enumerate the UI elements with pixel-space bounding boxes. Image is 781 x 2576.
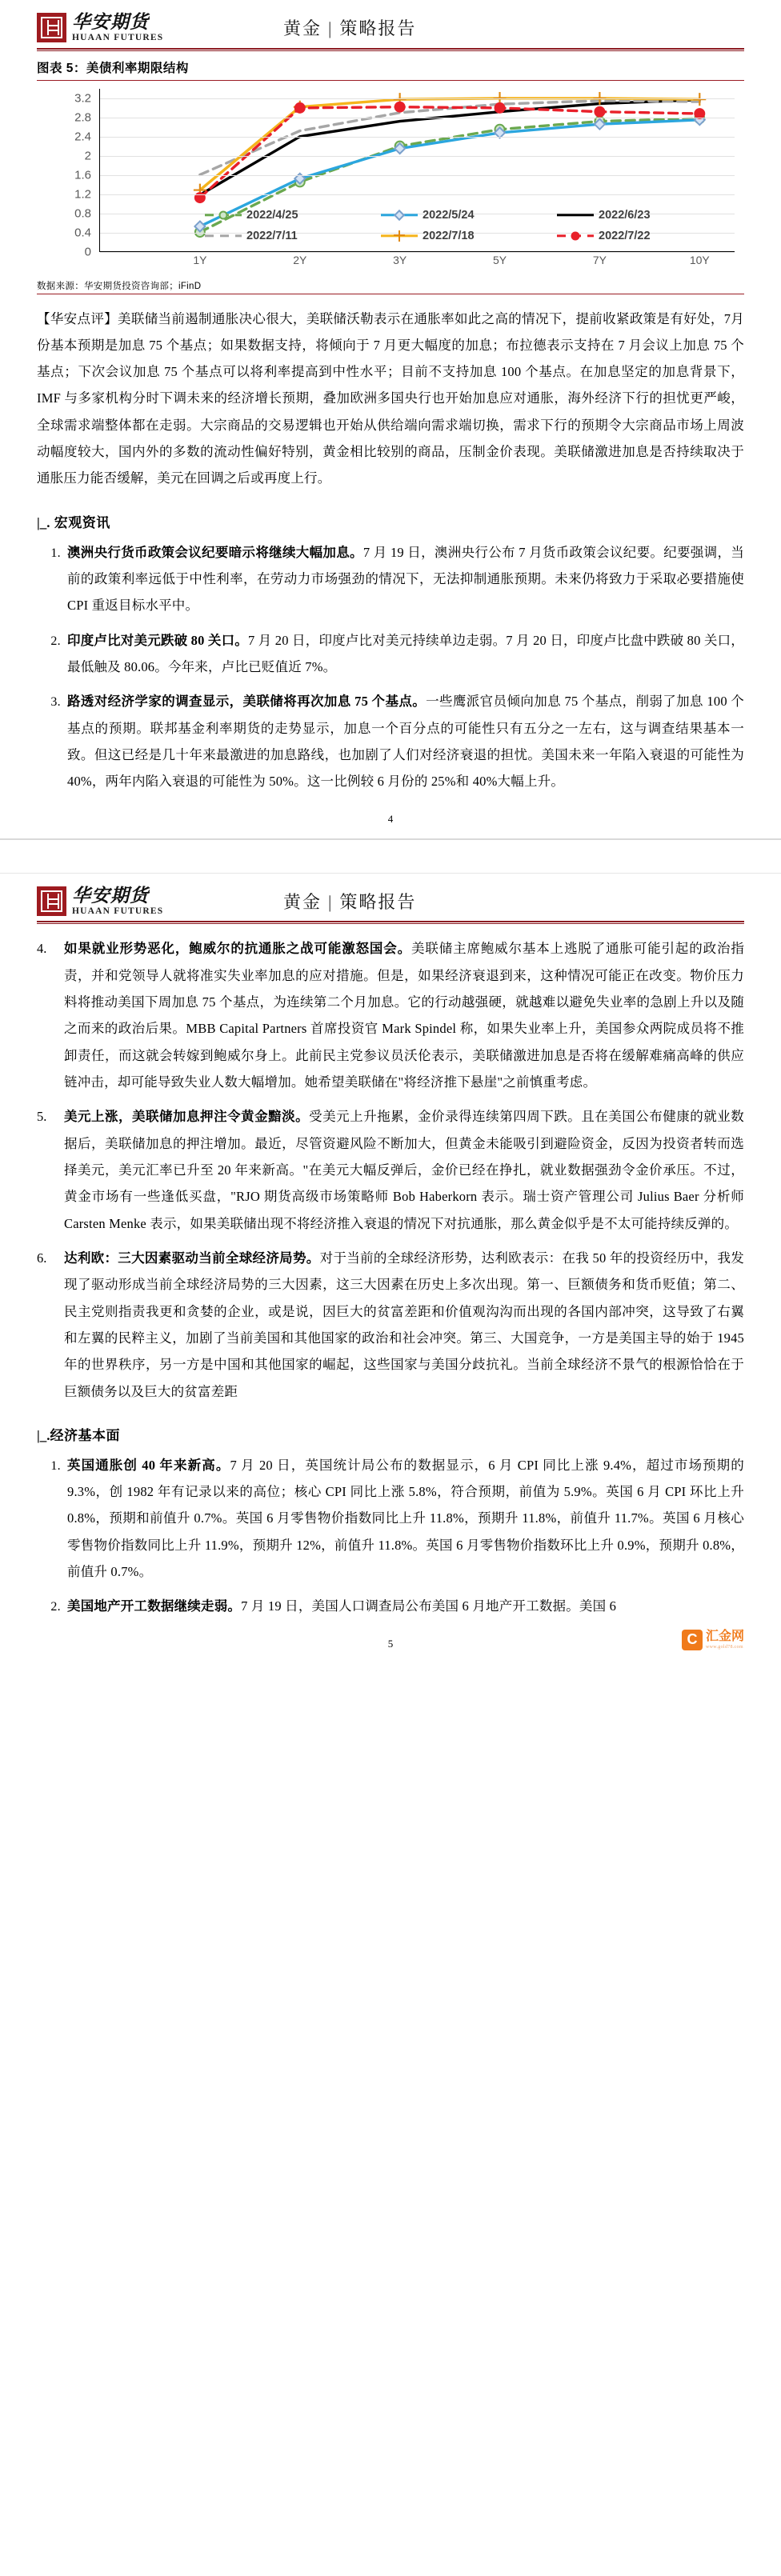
commentary-paragraph: 【华安点评】美联储当前遏制通胀决心很大，美联储沃勒表示在通胀率如此之高的情况下，提前收紧政策是有好处，7月份基本预期是加息 75 个基点；如果数据支持，将倾向于 7 月更大幅度的加息；布拉德表示支持在 7 月会议上加息 75 个基点；下次会议加息 75 个基点可以将利率提高到中性水平；目前不支持加息 100 个基点。在加息坚定的加息背景下，IMF 与多家机构分时下调未来的经济增长预期，叠加欧洲多国央行也开始加息应对通胀，海外经济下行的担忧更严峻，全球需求端整体都在走弱。大宗商品的交易逻辑也开始从供给端向需求端切换，需求下行的预期令大宗商品市场上周波动幅度较大，国内外的多数的流动性偏好特别，黄金相比较别的商品，压制金价表现。美联储激进加息是否持续取决于通胀压力能否缓解，美元在回调之后或再度上行。 [37, 310, 744, 486]
chart-data-point [693, 93, 706, 106]
section-numeral: |_. [37, 1427, 50, 1443]
header-separator: | [328, 18, 334, 39]
chart-y-tick-label: 1.6 [74, 168, 91, 182]
header-title-left: 黄金 [283, 18, 322, 39]
section-heading-macro [37, 511, 744, 531]
chart-y-tick-label: 0.8 [74, 206, 91, 220]
chart-gridline [100, 137, 735, 138]
brand-name-cn: 华安期货 [72, 12, 149, 32]
list-item [64, 688, 744, 794]
list-item [64, 1593, 744, 1619]
chart-x-tick-label: 2Y [293, 253, 307, 266]
chart-gridline [100, 175, 735, 176]
brand-logo [37, 886, 277, 917]
chart-gridline [100, 252, 735, 253]
section-heading-label: 宏观资讯 [54, 514, 110, 530]
list-item-body: 一些鹰派官员倾向加息 75 个基点，削弱了加息 100 个基点的预期。联邦基金利率期货的走势显示，加息一个百分点的可能性只有五分之一左右，这与调查结果基本一致。但这已经是几十年来最激进的加息路线，也加剧了人们对经济衰退的担忧。美国未来一年陷入衰退的可能性为 40%，两年内陷入衰退的可能性为 50%。这一比例较 6 月份的 25%和 40%大幅上升。 [67, 694, 744, 790]
legend-item [205, 230, 381, 242]
legend-marker-icon [219, 210, 228, 219]
list-item [64, 627, 744, 681]
chart-y-tick-label: 2.4 [74, 130, 91, 143]
legend-item [205, 209, 381, 222]
brand-name-cn: 华安期货 [72, 885, 149, 906]
page-number: 4 [387, 812, 394, 825]
legend-key-icon [205, 210, 242, 221]
header-title-right: 策略报告 [339, 18, 417, 39]
page-title [283, 889, 416, 914]
list-item-body: 7 月 20 日，英国统计局公布的数据显示，6 月 CPI 同比上涨 9.4%，超过市场预期的 9.3%，创 1982 年有记录以来的高位；核心 CPI 同比上涨 5.8%，符合预期，前值为 5.9%。英国 6 月 CPI 环比上升 0.8%，预期和前值升 0.7%。英国 6 月零售物价指数同比上升 11.8%，预期升 11.8%，前值升 11.7%。英国 6 月核心零售物价指数同比上升 11.9%，预期升 12%，前值升 11.8%。英国 6 月零售物价指数环比上升 0.9%，预期升 0.8%，前值升 0.7%。 [67, 1457, 744, 1580]
chart-y-tick-label: 0.4 [74, 226, 91, 239]
chart-y-tick-label: 2.8 [74, 110, 91, 124]
chart-series-line [200, 99, 699, 194]
list-item-lead: 英国通胀创 40 年来新高。 [67, 1457, 230, 1473]
figure-source: 数据来源：华安期货投资咨询部；iFinD [37, 281, 202, 291]
chart-gridline [100, 156, 735, 157]
brand-name-en: HUAAN FUTURES [72, 906, 164, 916]
list-item [37, 1103, 744, 1237]
legend-label: 2022/7/18 [423, 229, 475, 242]
legend-key-icon [381, 230, 418, 242]
economic-fundamentals-list [37, 1452, 744, 1620]
legend-item [557, 209, 733, 222]
page-title [283, 15, 416, 40]
list-item [37, 1245, 744, 1405]
list-item-lead: 印度卢比对美元跌破 80 关口。 [67, 632, 248, 648]
figure-title: 图表 5：美债利率期限结构 [37, 61, 189, 75]
list-item-text [64, 1103, 744, 1237]
chart-data-point [595, 106, 604, 116]
chart-y-tick-label: 2 [84, 149, 91, 162]
section-heading-econ [37, 1424, 744, 1444]
chart-x-tick-label: 5Y [492, 253, 507, 266]
chart-x-tick-label: 3Y [393, 253, 407, 266]
list-item [64, 1452, 744, 1586]
legend-item [381, 230, 557, 242]
section-heading-label: 经济基本面 [50, 1427, 120, 1443]
list-item-number: 6. [37, 1250, 47, 1266]
huaan-seal-icon [37, 13, 66, 42]
legend-label: 2022/6/23 [599, 208, 651, 222]
chart-y-tick-label: 0 [84, 245, 91, 258]
list-item-number: 4. [37, 941, 47, 957]
list-item-number: 5. [37, 1109, 47, 1125]
brand-logo [37, 13, 277, 43]
chart-y-tick-label: 3.2 [74, 91, 91, 105]
chart-data-point [495, 102, 505, 112]
legend-key-icon [557, 230, 594, 242]
list-item-lead: 路透对经济学家的调查显示，美联储将再次加息 75 个基点。 [67, 694, 427, 710]
header-divider [37, 921, 744, 924]
document-page-5 [0, 874, 781, 1663]
chart-y-tick-label: 1.2 [74, 187, 91, 201]
chart-legend [205, 209, 733, 242]
list-item-body: 对于当前的全球经济形势，达利欧表示：在我 50 年的投资经历中，我发现了驱动形成当前全球经济局势的三大因素，这三大因素在历史上多次出现。第一、巨额债务和货币贬值；第二、民主党则指责我更和贪婪的企业，或是说，因巨大的贫富差距和价值观沟沟而出现的各国内部冲突，这导致了右翼和左翼的民粹主义，加剧了当前美国和其他国家的政治和社会冲突。第三、大国竞争，一方是美国主导的始于 1945 年的世界秩序，另一方是中国和其他国家的崛起，这些国家与美国分歧抗礼。当前全球经济不景气的根源恰恰在于巨额债务以及巨大的贫富差距 [64, 1250, 744, 1399]
header-separator: | [328, 892, 334, 912]
list-item-text [64, 1245, 744, 1405]
page-header [37, 0, 744, 46]
legend-marker-icon [571, 231, 580, 240]
legend-key-icon [381, 210, 418, 221]
legend-label: 2022/4/25 [246, 208, 298, 222]
brand-name-en: HUAAN FUTURES [72, 33, 164, 42]
page-break [0, 838, 781, 874]
list-item-body: 7 月 19 日，澳洲央行公布 7 月货币政策会议纪要。纪要强调，当前的政策利率远低于中性利率，在劳动力市场强劲的情况下，无法抑制通胀预期。未来仍将致力于采取必要措施使 CPI 重返目标水平中。 [67, 544, 744, 614]
chart-data-point [295, 102, 305, 112]
chart-gridline [100, 194, 735, 195]
list-item-lead: 美元上涨，美联储加息押注令黄金黯淡。 [64, 1109, 310, 1125]
huijin-watermark [682, 1630, 744, 1650]
list-item-body: 7 月 19 日，美国人口调查局公布美国 6 月地产开工数据。美国 6 [241, 1598, 617, 1614]
watermark-name: 汇金网 [705, 1629, 744, 1643]
list-item-body: 美联储主席鲍威尔基本上逃脱了通胀可能引起的政治指责，并和党领导人就将准实失业率加息的应对措施。但是，如果经济衰退到来，这种情况可能正在改变。物价压力料将推动美国下周加息 75 个基点，为连续第二个月加息。它的行动越强硬，就越难以避免失业率的急剧上升以及随之而来的政治后果。MBB Capital Partners 首席投资官 Mark Spindel 称，如果失业率上升，美国参众两院成员将不推卸责任，而这就会转嫁到鲍威尔身上。此前民主党参议员沃伦表示，美联储激进加息是否将在缓解难痛高峰的供应链冲击，却可能导致失业人数大幅增加。她希望美联储在"将经济推下悬崖"之前慎重考虑。 [64, 941, 744, 1090]
legend-key-icon [205, 230, 242, 242]
page-header [37, 874, 744, 920]
chart-x-tick-label: 7Y [592, 253, 607, 266]
list-item-text [64, 935, 744, 1095]
macro-news-list-continued [37, 935, 744, 1405]
chart-gridline [100, 98, 735, 99]
legend-marker-icon [394, 230, 405, 242]
huijin-logo-icon [682, 1630, 703, 1650]
header-title-right: 策略报告 [339, 892, 417, 912]
header-title-left: 黄金 [283, 892, 322, 912]
chart-x-tick-label: 10Y [689, 253, 710, 266]
list-item-body: 7 月 20 日，印度卢比对美元持续单边走弱。7 月 20 日，印度卢比盘中跌破 80 关口，最低触及 80.06。今年来，卢比已贬值近 7%。 [67, 632, 745, 675]
list-item-lead: 达利欧：三大因素驱动当前全球经济局势。 [64, 1250, 320, 1266]
legend-marker-icon [394, 209, 405, 220]
list-item-body: 受美元上升拖累，金价录得连续第四周下跌。且在美国公布健康的就业数据后，美联储加息的押注增加。最近，尽管资避风险不断加大，但黄金未能吸引到避险资金，反因为投资者转而选择美元，美元汇率已升至 20 年来新高。"在美元大幅反弹后，金价已经在挣扎，就业数据强劲令金价承压。不过，黄金市场有一些逢低买盘，"RJO 期货高级市场策略师 Bob Haberkorn 表示。瑞士资产管理公司 Julius Baer 分析师 Carsten Menke 表示，如果美联储出现不将经济推入衰退的情况下对抗通胀，那么黄金似乎是不太可能持续反弹的。 [64, 1109, 744, 1231]
section-numeral: |_. [37, 514, 50, 530]
legend-key-icon [557, 210, 594, 221]
list-item-lead: 如果就业形势恶化，鲍威尔的抗通胀之战可能激怒国会。 [64, 941, 412, 957]
yield-curve-chart [37, 84, 744, 276]
legend-label: 2022/5/24 [423, 208, 475, 222]
page-number: 5 [387, 1637, 394, 1650]
figure-container [37, 80, 744, 294]
list-item [37, 935, 744, 1095]
huaan-seal-icon [37, 886, 66, 916]
list-item-lead: 澳洲央行货币政策会议纪要暗示将继续大幅加息。 [67, 544, 363, 560]
list-item [64, 539, 744, 619]
watermark-url: www.gold78.com [705, 1644, 743, 1650]
macro-news-list [37, 539, 744, 795]
list-item-lead: 美国地产开工数据继续走弱。 [67, 1598, 242, 1614]
legend-item [381, 209, 557, 222]
legend-label: 2022/7/22 [599, 229, 651, 242]
document-page-4 [0, 0, 781, 838]
chart-data-point [395, 102, 405, 111]
chart-x-tick-label: 1Y [193, 253, 207, 266]
legend-label: 2022/7/11 [246, 229, 298, 242]
legend-item [557, 230, 733, 242]
